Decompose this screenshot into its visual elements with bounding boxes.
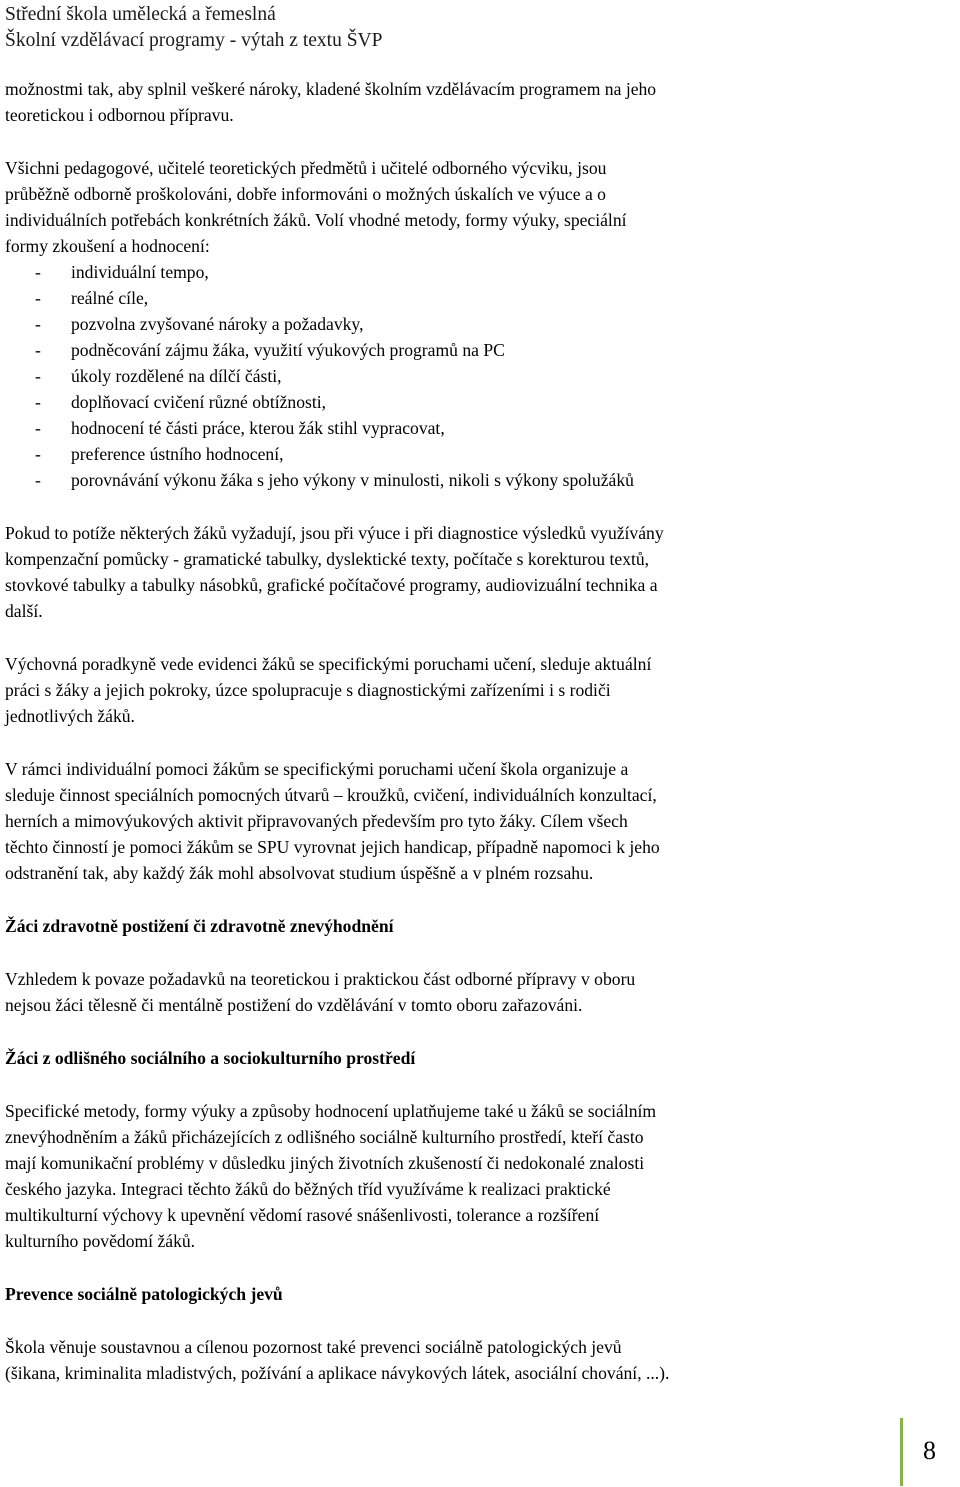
list-item-text: pozvolna zvyšované nároky a požadavky, — [71, 314, 364, 334]
section-heading-health: Žáci zdravotně postižení či zdravotně znevýhodnění — [5, 916, 394, 936]
list-item — [5, 363, 935, 389]
text-line: Specifické metody, formy výuky a způsoby hodnocení uplatňujeme také u žáků se sociálním — [5, 1101, 657, 1121]
list-dash: - — [35, 262, 41, 282]
list-item — [5, 467, 935, 493]
document-body — [5, 76, 935, 1386]
text-line: odstranění tak, aby každý žák mohl absolvovat studium úspěšně a v plném rozsahu. — [5, 863, 594, 883]
section-heading-social: Žáci z odlišného sociálního a sociokulturního prostředí — [5, 1048, 416, 1068]
list-item — [5, 311, 935, 337]
list-item-text: preference ústního hodnocení, — [71, 444, 284, 464]
methods-list — [5, 259, 935, 493]
text-line: další. — [5, 601, 43, 621]
list-dash: - — [35, 444, 41, 464]
text-line: možnostmi tak, aby splnil veškeré nároky, kladené školním vzdělávacím programem na jeho — [5, 79, 657, 99]
text-line: herních a mimovýukových aktivit připravovaných především pro tyto žáky. Cílem všech — [5, 811, 628, 831]
list-dash: - — [35, 340, 41, 360]
text-line: českého jazyka. Integraci těchto žáků do běžných tříd využíváme k realizaci praktické — [5, 1179, 611, 1199]
list-dash: - — [35, 470, 41, 490]
text-line: formy zkoušení a hodnocení: — [5, 236, 210, 256]
text-line: kompenzační pomůcky - gramatické tabulky, dyslektické texty, počítače s korekturou textů, — [5, 549, 650, 569]
section-heading-prevention: Prevence sociálně patologických jevů — [5, 1284, 283, 1304]
text-line: multikulturní výchovy k upevnění vědomí rasové snášenlivosti, tolerance a rozšíření — [5, 1205, 600, 1225]
text-line: teoretickou i odbornou přípravu. — [5, 105, 234, 125]
text-line: nejsou žáci tělesně či mentálně postižení do vzdělávání v tomto oboru zařazováni. — [5, 995, 583, 1015]
list-item — [5, 441, 935, 467]
text-line: těchto činností je pomoci žákům se SPU vyrovnat jejich handicap, případně napomoci k jeho — [5, 837, 660, 857]
text-line: (šikana, kriminalita mladistvých, požívání a aplikace návykových látek, asociální chování, ...). — [5, 1363, 670, 1383]
list-item-text: individuální tempo, — [71, 262, 209, 282]
text-line: kulturního povědomí žáků. — [5, 1231, 196, 1251]
paragraph-social — [5, 1098, 935, 1254]
list-dash: - — [35, 418, 41, 438]
text-line: Pokud to potíže některých žáků vyžadují, jsou při výuce i při diagnostice výsledků využívány — [5, 523, 664, 543]
text-line: jednotlivých žáků. — [5, 706, 135, 726]
paragraph-health — [5, 966, 935, 1018]
list-item — [5, 337, 935, 363]
text-line: průběžně odborně proškolováni, dobře informováni o možných úskalích ve výuce a o — [5, 184, 606, 204]
list-item-text: podněcování zájmu žáka, využití výukových programů na PC — [71, 340, 505, 360]
list-dash: - — [35, 314, 41, 334]
text-line: Výchovná poradkyně vede evidenci žáků se specifickými poruchami učení, sleduje aktuální — [5, 654, 652, 674]
list-item — [5, 285, 935, 311]
paragraph-individual-help — [5, 756, 935, 886]
list-dash: - — [35, 366, 41, 386]
list-item-text: reálné cíle, — [71, 288, 149, 308]
text-line: Škola věnuje soustavnou a cílenou pozornost také prevenci sociálně patologických jevů — [5, 1337, 622, 1357]
text-line: V rámci individuální pomoci žákům se specifickými poruchami učení škola organizuje a — [5, 759, 629, 779]
document-title: Školní vzdělávací programy - výtah z textu ŠVP — [5, 30, 383, 51]
paragraph-prevention — [5, 1334, 935, 1386]
paragraph-counselor — [5, 651, 935, 729]
list-item-text: doplňovací cvičení různé obtížnosti, — [71, 392, 327, 412]
text-line: Vzhledem k povaze požadavků na teoretickou i praktickou část odborné přípravy v oboru — [5, 969, 636, 989]
text-line: práci s žáky a jejich pokroky, úzce spolupracuje s diagnostickými zařízeními i s rodiči — [5, 680, 611, 700]
text-line: mají komunikační problémy v důsledku jiných životních zkušeností či nedokonalé znalosti — [5, 1153, 645, 1173]
list-item-text: úkoly rozdělené na dílčí části, — [71, 366, 282, 386]
list-dash: - — [35, 288, 41, 308]
list-item — [5, 415, 935, 441]
page-number-box — [900, 1418, 960, 1486]
paragraph-intro-continuation — [5, 76, 935, 128]
text-line: znevýhodněním a žáků přicházejících z odlišného sociálně kulturního prostředí, kteří často — [5, 1127, 644, 1147]
list-item-text: hodnocení té části práce, kterou žák stihl vypracovat, — [71, 418, 445, 438]
list-item — [5, 259, 935, 285]
text-line: stovkové tabulky a tabulky násobků, grafické počítačové programy, audiovizuální technika a — [5, 575, 658, 595]
text-line: Všichni pedagogové, učitelé teoretických předmětů i učitelé odborného výcviku, jsou — [5, 158, 607, 178]
text-line: sleduje činnost speciálních pomocných útvarů – kroužků, cvičení, individuálních konzultací, — [5, 785, 657, 805]
paragraph-compensation-aids — [5, 520, 935, 624]
page-header — [5, 2, 382, 54]
school-name: Střední škola umělecká a řemeslná — [5, 4, 276, 25]
list-item — [5, 389, 935, 415]
list-dash: - — [35, 392, 41, 412]
list-item-text: porovnávání výkonu žáka s jeho výkony v minulosti, nikoli s výkony spolužáků — [71, 470, 634, 490]
paragraph-teachers — [5, 155, 935, 259]
page-number: 8 — [923, 1436, 936, 1465]
text-line: individuálních potřebách konkrétních žáků. Volí vhodné metody, formy výuky, speciální — [5, 210, 627, 230]
